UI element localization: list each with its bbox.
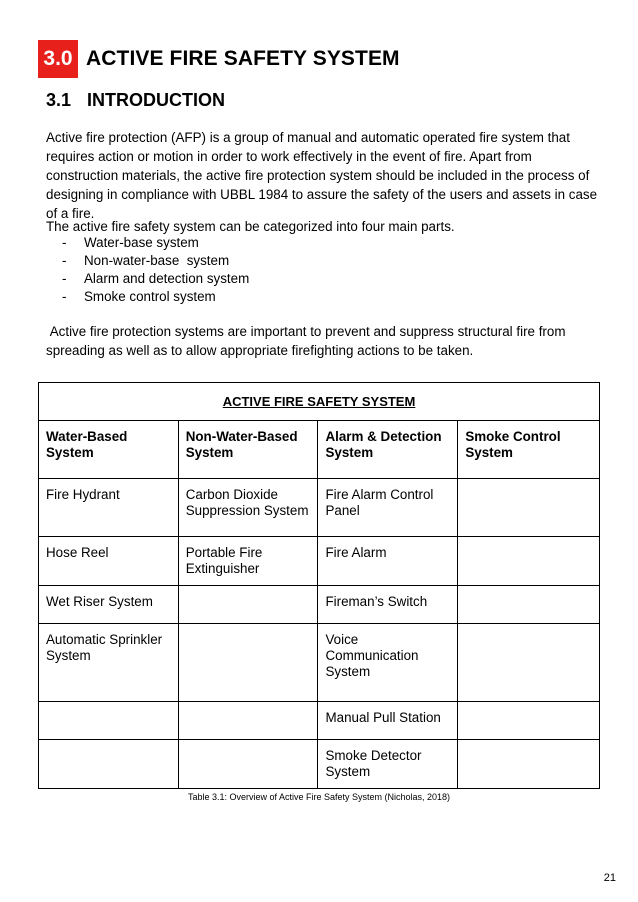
table-cell: [458, 479, 600, 537]
column-header: Alarm & Detection System: [318, 421, 458, 479]
table-cell: Fire Hydrant: [39, 479, 179, 537]
subsection-number: 3.1: [46, 90, 72, 110]
table-caption: Table 3.1: Overview of Active Fire Safety System (Nicholas, 2018): [187, 792, 451, 802]
table-cell: [458, 537, 600, 586]
subsection-title: INTRODUCTION: [87, 90, 226, 110]
table-cell: Smoke Detector System: [318, 740, 458, 789]
page-number: 21: [603, 872, 616, 884]
intro-paragraph: Active fire protection (AFP) is a group of manual and automatic operated fire system that requires action or motion in order to work effectively in the event of fire. Apart from construction materials, the active fire protection system should be included in the process of designing in compliance with UBBL 1984 to assure the safety of the users and assets in case of a fire.: [46, 130, 598, 221]
subsection-heading: [46, 90, 225, 111]
table-cell: Automatic Sprinkler System: [39, 624, 179, 702]
section-number-badge: 3.0: [38, 40, 78, 78]
list-item: - Smoke control system: [62, 289, 216, 304]
column-header: Smoke Control System: [458, 421, 600, 479]
table-cell: [39, 702, 179, 740]
category-list: [62, 234, 249, 306]
closing-paragraph: Active fire protection systems are important to prevent and suppress structural fire from spreading as well as to allow appropriate firefighting actions to be taken.: [46, 324, 570, 358]
section-heading: [38, 40, 400, 78]
list-item: - Non-water-base system: [62, 253, 230, 268]
table-cell: Carbon Dioxide Suppression System: [178, 479, 318, 537]
table-cell: [458, 586, 600, 624]
table-cell: [458, 702, 600, 740]
table-cell: [178, 702, 318, 740]
column-header: Non-Water-Based System: [178, 421, 318, 479]
table-cell: Fireman’s Switch: [318, 586, 458, 624]
table-cell: Fire Alarm: [318, 537, 458, 586]
table-cell: Manual Pull Station: [318, 702, 458, 740]
table-title: ACTIVE FIRE SAFETY SYSTEM: [39, 383, 600, 421]
categories-paragraph: The active fire safety system can be categorized into four main parts.: [46, 219, 455, 234]
table-row: [39, 702, 600, 740]
table-header-row: [39, 421, 600, 479]
table-cell: [458, 624, 600, 702]
table-title-row: [39, 383, 600, 421]
table-row: [39, 624, 600, 702]
table-cell: [178, 624, 318, 702]
active-fire-safety-table: [38, 382, 600, 789]
column-header: Water-Based System: [39, 421, 179, 479]
table-row: [39, 740, 600, 789]
table-cell: [39, 740, 179, 789]
list-item: - Water-base system: [62, 235, 199, 250]
table-cell: [178, 740, 318, 789]
table-cell: Wet Riser System: [39, 586, 179, 624]
table-cell: [178, 586, 318, 624]
table-row: [39, 479, 600, 537]
table-cell: Fire Alarm Control Panel: [318, 479, 458, 537]
section-title: ACTIVE FIRE SAFETY SYSTEM: [86, 47, 400, 70]
table-cell: Voice Communication System: [318, 624, 458, 702]
list-item: - Alarm and detection system: [62, 271, 250, 286]
table-cell: [458, 740, 600, 789]
table-row: [39, 537, 600, 586]
table-row: [39, 586, 600, 624]
table-cell: Portable Fire Extinguisher: [178, 537, 318, 586]
table-cell: Hose Reel: [39, 537, 179, 586]
